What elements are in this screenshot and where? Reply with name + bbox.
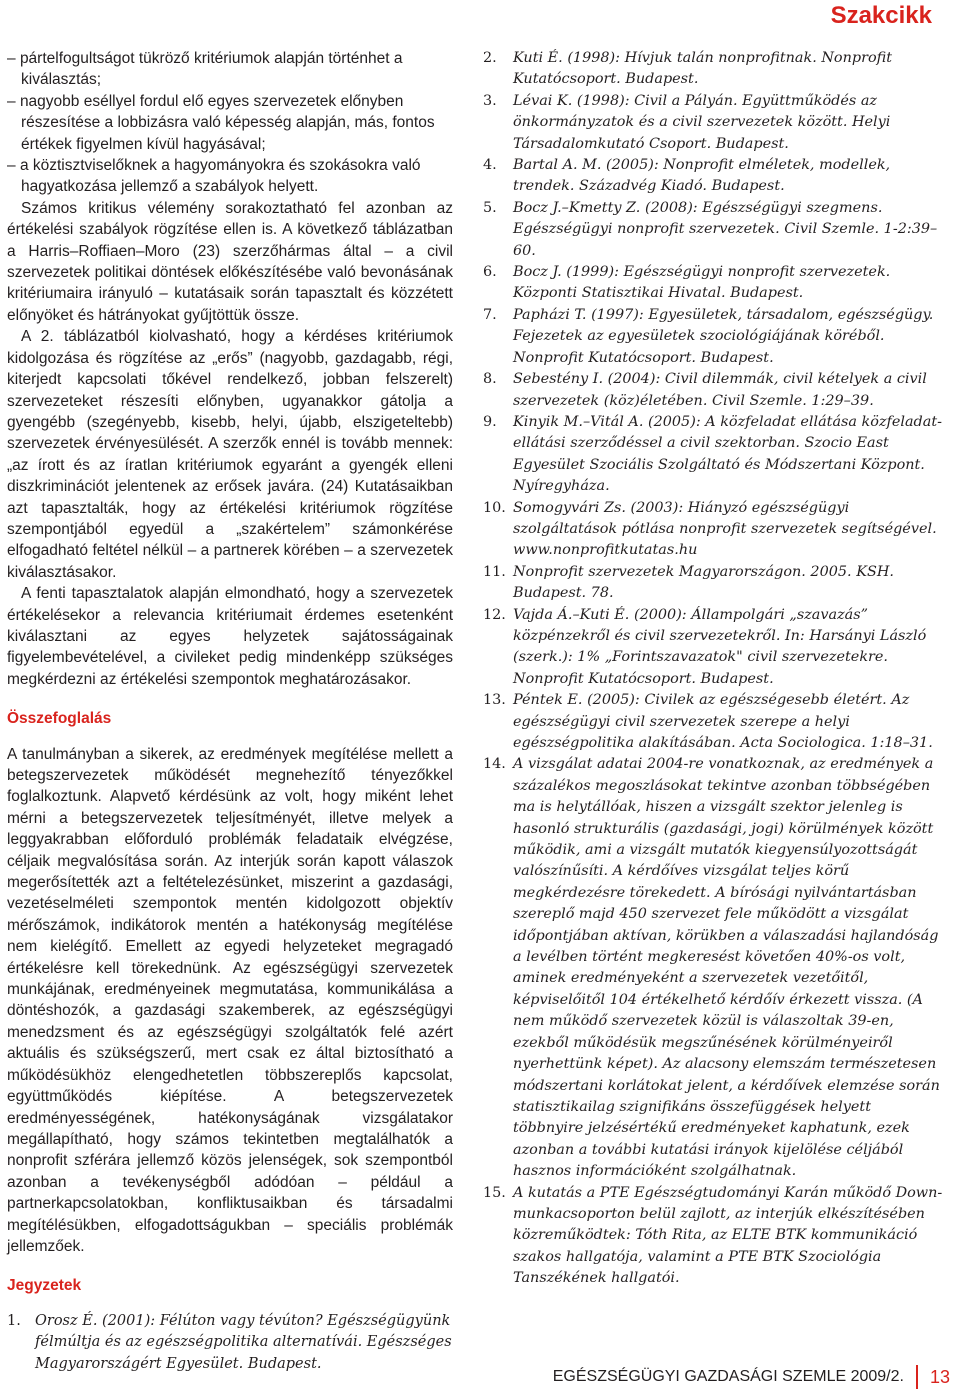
section-label: Szakcikk	[830, 2, 932, 29]
page-number: 13	[929, 1366, 950, 1387]
reference-number: 2.	[483, 50, 497, 66]
reference-item	[483, 262, 943, 305]
page-footer	[553, 1365, 950, 1389]
notes-list	[7, 1311, 453, 1375]
reference-number: 14.	[483, 756, 506, 773]
reference-text: A kutatás a PTE Egészségtudományi Karán működő Down-munkacsoporton belül zajlott, az interjúk elkészítésében közreműködtek: Tóth Rita, az ELTE BTK kommunikáció szakos hallgatója, valamint a PTE BTK Szociológia Tanszékének hallgatói.	[513, 1184, 943, 1287]
note-text: Orosz É. (2001): Félúton vagy tévúton? Egészségügyünk félmúltja és az egészségpolitika alternatívái. Egészséges Magyarországért Egyesület. Budapest.	[35, 1312, 452, 1372]
reference-item	[483, 369, 943, 412]
note-item	[7, 1311, 453, 1375]
footer-divider	[916, 1365, 918, 1389]
reference-item	[483, 562, 943, 605]
reference-number: 8.	[483, 371, 497, 388]
reference-item	[483, 605, 943, 691]
reference-number: 15.	[483, 1184, 506, 1201]
bullet-list	[7, 48, 453, 198]
reference-text: Papházi T. (1997): Egyesületek, társadalom, egészségügy. Fejezetek az egyesületek szociológiájának köréből. Nonprofit Kutatócsoport. Budapest.	[513, 306, 934, 366]
list-item: – pártelfogultságot tükröző kritériumok alapján történhet a kiválasztás;	[7, 48, 453, 91]
reference-text: Sebestény I. (2004): Civil dilemmák, civil kételyek a civil szervezetek (köz)életében. Civil Szemle. 1:29–39.	[513, 371, 927, 409]
reference-number: 6.	[483, 264, 497, 281]
reference-item	[483, 155, 943, 198]
reference-text: Somogyvári Zs. (2003): Hiányzó egészségügyi szolgáltatások pótlása nonprofit szervezetek segítségével. www.nonprofitkutatas.hu	[513, 499, 937, 559]
summary-heading: Összefoglalás	[7, 710, 112, 728]
reference-list	[483, 48, 943, 1290]
reference-number: 11.	[483, 563, 506, 580]
body-paragraph: Számos kritikus vélemény sorakoztatható fel azonban az értékelési szabályok rögzítése ellen is. A következő táblázatban a Harris–Roffiaen–Moro (23) szerzőhármas által – a civil szervezetek politikai döntések előkészítésébe való bevonásának kritériumaira irányuló – kutatásaik során tapasztalt és közzétett előnyöket és hátrányokat gyűjtöttük össze.	[7, 199, 453, 324]
reference-text: A vizsgálat adatai 2004-re vonatkoznak, az eredmények a százalékos megoszlásokat tekintve azonban többségében ma is helytállóak, hiszen a vizsgált szektor jelenleg is hasonló strukturális (gazdasági, jogi) körülmények között működik, ami a vizsgált mutatók kiegyensúlyozottságát valószínűsíti. A kérdőíves vizsgálat teljes körű megkérdezésre törekedett. A bírósági nyilvántartásban szereplő majd 450 szervezet fele működött a vizsgálat időpontjában aktívan, körükben a válaszadási hajlandóság a levélben történt megkeresést követően 40%-os volt, aminek eredményeként a szervezetek vezetőitől, képviselőitől 104 értékelhető kérdőív érkezett vissza. (A nem működő szervezetek közül is válaszoltak 39-en, ezekből működésük megszűnésének körülményeiről nyerhettünk képet). Az alacsony elemszám természetesen módszertani korlátokat jelent, a kérdőívek elemzése során statisztikailag szignifikáns összefüggések helyett többnyire jelzésértékű eredményeket kaphatunk, ezek azonban a további kutatási irányok kijelölése céljából hasznos információként szolgálhatnak.	[513, 756, 940, 1180]
reference-text: Vajda Á.–Kuti É. (2000): Állampolgári „szavazás” közpénzekről és civil szervezetekről. In: Harsányi László (szerk.): 1% „Forintszavazatok" civil szervezetekre. Nonprofit Kutatócsoport. Budapest.	[513, 606, 927, 687]
reference-number: 7.	[483, 306, 497, 323]
reference-item	[483, 305, 943, 369]
reference-number: 4.	[483, 157, 497, 174]
reference-item	[483, 198, 943, 262]
reference-number: 13.	[483, 692, 506, 709]
reference-item	[483, 1183, 943, 1290]
list-item: – a köztisztviselőknek a hagyományokra és szokásokra való hagyatkozása jellemző a szabályok helyett.	[7, 155, 453, 198]
reference-text: Bartal A. M. (2005): Nonprofit elméletek, modellek, trendek. Századvég Kiadó. Budapest.	[513, 157, 891, 195]
reference-text: Lévai K. (1998): Civil a Pályán. Együttműködés az önkormányzatok és a civil szervezetek között. Helyi Társadalomkutató Csoport. Budapest.	[513, 92, 891, 152]
references-column	[483, 48, 943, 1290]
reference-item	[483, 91, 943, 155]
list-item: – nagyobb eséllyel fordul elő egyes szervezetek előnyben részesítése a lobbizásra való képesség alapján, más, fontos értékek figyelmen kívül hagyásával;	[7, 91, 453, 155]
reference-text: Nonprofit szervezetek Magyarországon. 2005. KSH. Budapest. 78.	[513, 563, 894, 602]
reference-item	[483, 754, 943, 1182]
reference-text: Bocz J. (1999): Egészségügyi nonprofit szervezetek. Központi Statisztikai Hivatal. Budapest.	[513, 264, 891, 302]
reference-number: 12.	[483, 606, 506, 623]
reference-text: Kinyik M.–Vitál A. (2005): A közfeladat ellátása közfeladat-ellátási szerződéssel a civil szektorban. Szocio East Egyesület Szociális Szolgáltató és Módszertani Központ. Nyíregyháza.	[513, 413, 942, 495]
summary-paragraph: A tanulmányban a sikerek, az eredmények megítélése mellett a betegszervezetek működését megnehezítő tényezőkkel foglalkoztunk. Alapvető kérdésünk az volt, hogy miként lehet mérni a betegszervezetek teljesítményét, illetve melyek a leggyakrabban előforduló problémák feladataik elvégzése, céljaik megvalósítása során. Az interjúk során kapott válaszok megerősítették azt a feltételezésünket, miszerint a gazdasági, vezetéselméleti szempontok mentén kidolgozott objektív mérőszámok, indikátorok mentén a hatékonyság megítélése nem kielégítő. Emellett az egyedi helyzeteket megragadó értékelésre kell törekednünk. Az egészségügyi szervezetek munkájának, eredményeinek megmutatása, kommunikálása a döntéshozók, a gazdasági szakemberek, az egészségügyi menedzsment és az egészségügyi szolgáltatók felé azért aktuális és szükségszerű, mert csak ez által biztosítható a működésükhöz elengedhetetlen többszereplős kapcsolat, együttműködés kiépítése. A betegszervezetek eredményességének, hatékonyságának vizsgálatakor megállapítható, hogy számos tekintetben megtalálhatók a nonprofit szférára jellemző közös jelenségek, sok szempontból azonban a tevékenységből adódóan – például a partnerkapcsolatokban, konfliktusaikban és társadalmi megítélésükben, elfogadottságukban – speciális problémák jellemzőek.	[7, 745, 453, 1255]
journal-title: EGÉSZSÉGÜGYI GAZDASÁGI SZEMLE 2009/2.	[552, 1368, 904, 1385]
reference-item	[483, 48, 943, 91]
reference-text: Kuti É. (1998): Hívjuk talán nonprofitnak. Nonprofit Kutatócsoport. Budapest.	[513, 50, 892, 88]
reference-item	[483, 498, 943, 562]
reference-number: 9.	[483, 413, 497, 430]
reference-item	[483, 690, 943, 754]
reference-number: 10.	[483, 499, 506, 516]
note-number: 1.	[7, 1312, 21, 1329]
reference-text: Péntek E. (2005): Civilek az egészségesebb életért. Az egészségügyi civil szervezetek szerepe a helyi egészségpolitika alakításában. Acta Sociologica. 1:18–31.	[513, 692, 933, 751]
reference-text: Bocz J.–Kmetty Z. (2008): Egészségügyi szegmens. Egészségügyi nonprofit szervezetek. Civil Szemle. 1-2:39–60.	[513, 199, 938, 259]
reference-item	[483, 412, 943, 498]
reference-number: 5.	[483, 199, 497, 216]
left-column	[7, 48, 453, 1375]
body-paragraph: A 2. táblázatból kiolvasható, hogy a kérdéses kritériumok kidolgozása és rögzítése az „erős” (nagyobb, gazdagabb, régi, kiterjedt kapcsolati tőkével rendelkező, jobban felszerelt) szervezeteket részesíti előnyben, ugyanakkor gátolja a gyengébb (szegényebb, kisebb, helyi, újabb, elszigeteltebb) szervezetek érvényesülését. A szerzők ennél is tovább mennek: „az írott és az íratlan kritériumok egyaránt a gyengék elleni diszkriminációt jelentenek az erősek javára. (24) Kutatásaikban azt tapasztalták, hogy az értékelési kritériumok rögzítése szempontjából egyedül a „szakértelem” számonkérése elfogadható feltétel nélkül – a partnerek körében – a szervezetek kiválasztásakor.	[7, 328, 453, 581]
reference-number: 3.	[483, 92, 497, 109]
body-paragraph: A fenti tapasztalatok alapján elmondható, hogy a szervezetek értékelésekor a relevancia kritériumait érdemes esetenként kiválasztani az egyes helyzetek sajátosságainak figyelembevételével, a civileket pedig mindenképp szükséges megkérdezni az értékelési szempontok meghatározásakor.	[7, 585, 453, 688]
notes-heading: Jegyzetek	[7, 1277, 82, 1295]
